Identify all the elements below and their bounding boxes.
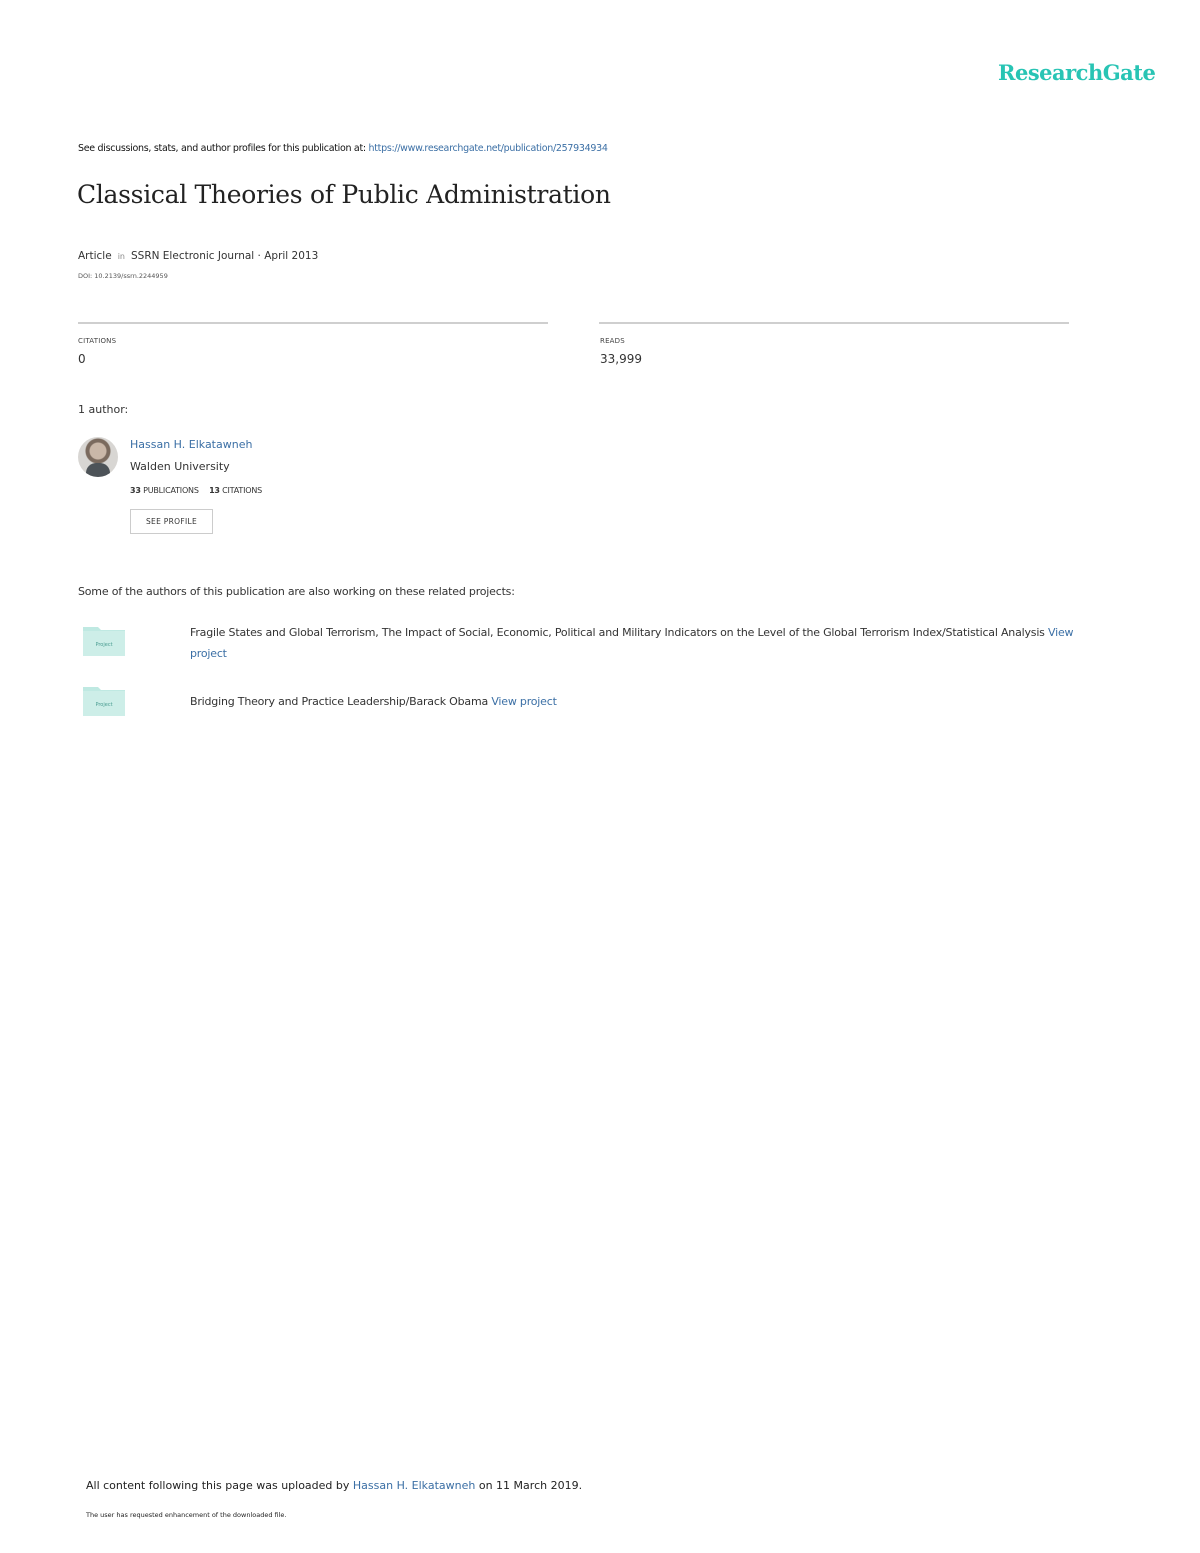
author-stats bbox=[130, 486, 262, 495]
project-title: Fragile States and Global Terrorism, The Impact of Social, Economic, Political and Military Indicators on the Level of the Global Terrorism Index/Statistical Analysis bbox=[190, 626, 1045, 639]
see-prefix: See discussions, stats, and author profiles for this publication at: bbox=[78, 143, 366, 154]
article-title: Classical Theories of Public Administration bbox=[77, 180, 611, 209]
see-profile-button[interactable]: SEE PROFILE bbox=[130, 509, 213, 534]
enhancement-note: The user has requested enhancement of the downloaded file. bbox=[86, 1511, 287, 1519]
citations-label: CITATIONS bbox=[78, 337, 117, 345]
author-institution: Walden University bbox=[130, 460, 230, 473]
reads-value: 33,999 bbox=[600, 352, 642, 366]
author-citations-count: 13 bbox=[209, 486, 220, 495]
view-project-link[interactable]: View project bbox=[190, 626, 1074, 660]
view-project-link[interactable]: View project bbox=[491, 695, 557, 708]
reads-divider bbox=[599, 322, 1069, 324]
project-icon-label: Project bbox=[95, 642, 113, 648]
author-avatar[interactable] bbox=[78, 437, 118, 477]
related-projects-intro: Some of the authors of this publication are also working on these related projects: bbox=[78, 585, 515, 598]
author-publications-count: 33 bbox=[130, 486, 141, 495]
project-item bbox=[190, 622, 1100, 664]
author-publications-label: PUBLICATIONS bbox=[143, 486, 199, 495]
article-type: Article bbox=[78, 250, 112, 262]
uploader-link[interactable]: Hassan H. Elkatawneh bbox=[352, 1479, 476, 1492]
project-folder-icon[interactable] bbox=[82, 623, 126, 657]
uploaded-prefix: All content following this page was uploaded by bbox=[86, 1479, 350, 1492]
author-citations-label: CITATIONS bbox=[222, 486, 263, 495]
citations-value: 0 bbox=[78, 352, 86, 366]
publication-url-link[interactable]: https://www.researchgate.net/publication/257934934 bbox=[368, 143, 608, 154]
project-title: Bridging Theory and Practice Leadership/Barack Obama bbox=[190, 695, 489, 708]
see-discussions-line bbox=[78, 143, 608, 154]
researchgate-logo[interactable]: ResearchGate bbox=[998, 60, 1156, 85]
project-item bbox=[190, 691, 1100, 712]
doi: DOI: 10.2139/ssrn.2244959 bbox=[78, 272, 168, 280]
in-label: in bbox=[117, 252, 125, 261]
author-name-link[interactable]: Hassan H. Elkatawneh bbox=[130, 438, 253, 451]
citations-divider bbox=[78, 322, 548, 324]
journal-info: SSRN Electronic Journal · April 2013 bbox=[130, 250, 319, 262]
authors-count: 1 author: bbox=[78, 403, 129, 416]
reads-label: READS bbox=[600, 337, 625, 345]
uploaded-line bbox=[86, 1479, 582, 1492]
article-meta bbox=[78, 250, 318, 262]
uploaded-suffix: on 11 March 2019. bbox=[478, 1479, 583, 1492]
project-icon-label: Project bbox=[95, 702, 113, 708]
project-folder-icon[interactable] bbox=[82, 683, 126, 717]
